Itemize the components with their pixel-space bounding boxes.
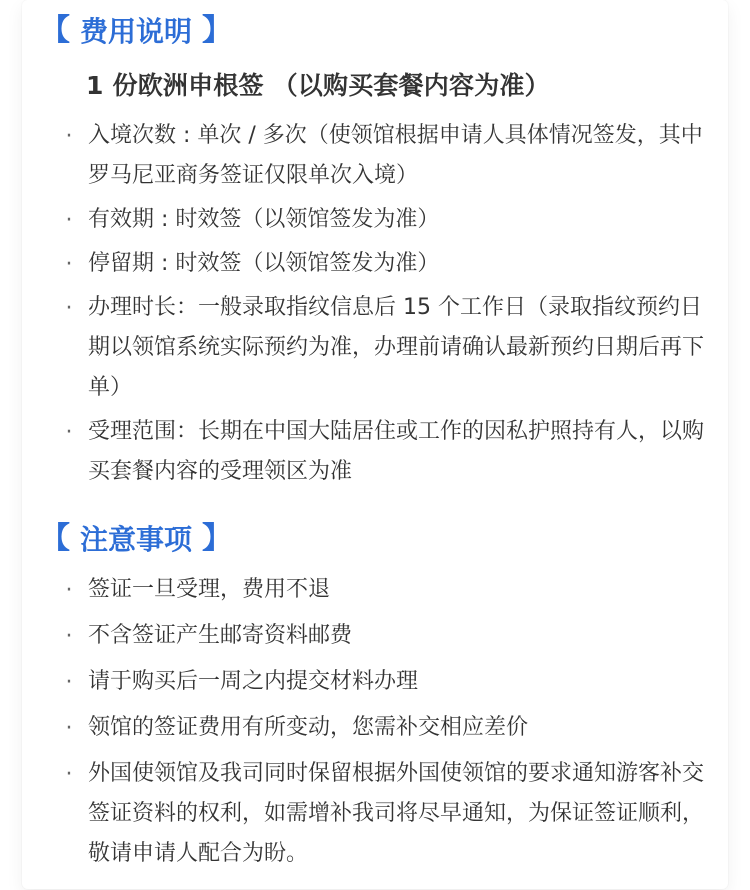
left-bracket-icon: 【 xyxy=(40,521,70,556)
list-item xyxy=(60,200,710,240)
fee-title-text: 费用说明 xyxy=(80,15,193,48)
list-item xyxy=(60,288,710,408)
fee-item-validity: 有效期 : 时效签（以领馆签发为准） xyxy=(88,207,440,232)
right-bracket-icon: 】 xyxy=(202,13,233,48)
note-item-fee-change: 领馆的签证费用有所变动，您需补交相应差价 xyxy=(88,715,529,740)
fee-item-processing-time: 办理时长：一般录取指纹信息后 15 个工作日（录取指纹预约日期以领馆系统实际预约为准，办理前请确认最新预约日期后再下单） xyxy=(88,295,705,400)
bullet-icon: · xyxy=(65,578,73,603)
bullet-icon: · xyxy=(65,670,73,695)
list-item xyxy=(60,570,710,610)
list-item xyxy=(60,244,710,284)
fee-subtitle: 1 份欧洲申根签 （以购买套餐内容为准） xyxy=(86,71,550,100)
fee-item-scope: 受理范围：长期在中国大陆居住或工作的因私护照持有人，以购买套餐内容的受理领区为准 xyxy=(88,419,705,484)
fee-list xyxy=(60,116,710,492)
fee-item-entry-count: 入境次数 : 单次 / 多次（使领馆根据申请人具体情况签发，其中罗马尼亚商务签证仅限单次入境） xyxy=(88,123,703,188)
left-bracket-icon: 【 xyxy=(40,13,70,48)
list-item xyxy=(60,412,710,492)
notes-title-text: 注意事项 xyxy=(80,523,193,556)
note-item-submit-within-week: 请于购买后一周之内提交材料办理 xyxy=(88,669,419,694)
bullet-icon: · xyxy=(65,716,73,741)
bullet-icon: · xyxy=(65,252,73,277)
bullet-icon: · xyxy=(65,124,73,149)
note-item-additional-docs: 外国使领馆及我司同时保留根据外国使领馆的要求通知游客补交签证资料的权利，如需增补我司将尽早通知，为保证签证顺利，敬请申请人配合为盼。 xyxy=(88,761,705,866)
right-bracket-icon: 】 xyxy=(202,521,233,556)
fee-title xyxy=(40,12,728,52)
fee-item-stay: 停留期 : 时效签（以领馆签发为准） xyxy=(88,251,440,276)
list-item xyxy=(60,754,710,874)
bullet-icon: · xyxy=(65,624,73,649)
note-item-no-refund: 签证一旦受理，费用不退 xyxy=(88,577,331,602)
bullet-icon: · xyxy=(65,208,73,233)
content-card xyxy=(22,0,728,889)
list-item xyxy=(60,616,710,656)
notes-list xyxy=(60,570,710,874)
bullet-icon: · xyxy=(65,762,73,787)
list-item xyxy=(60,662,710,702)
fee-section xyxy=(22,12,728,508)
list-item xyxy=(60,116,710,196)
notes-section xyxy=(22,520,728,890)
bullet-icon: · xyxy=(65,420,73,445)
note-item-mailing-fee: 不含签证产生邮寄资料邮费 xyxy=(88,623,353,648)
notes-title xyxy=(40,520,728,560)
list-item xyxy=(60,708,710,748)
bullet-icon: · xyxy=(65,296,73,321)
